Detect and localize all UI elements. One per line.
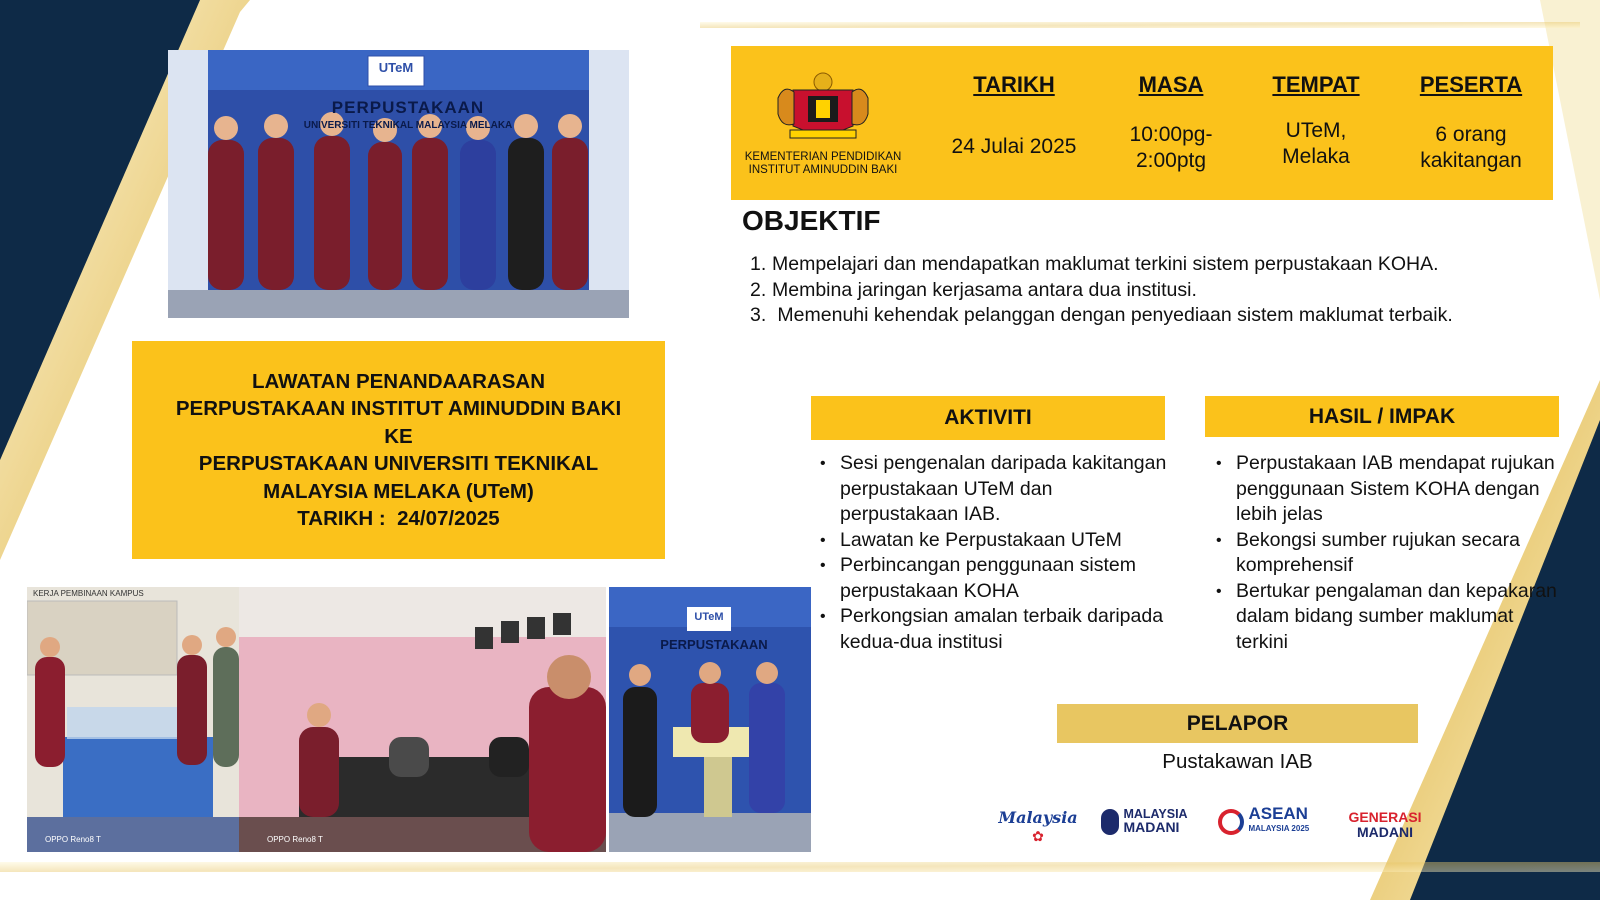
aktiviti-item: • Perkongsian amalan terbaik daripada kedua-dua institusi [812, 604, 1172, 655]
aktiviti-item: • Perbincangan penggunaan sistem perpustakaan KOHA [812, 553, 1172, 604]
info-tarikh [929, 72, 1099, 160]
title-line-2: PERPUSTAKAAN INSTITUT AMINUDDIN BAKI [175, 397, 622, 420]
info-tempat-head: TEMPAT [1272, 72, 1360, 97]
asean-logo [1218, 804, 1318, 835]
utem-badge: UTeM [378, 60, 414, 75]
hasil-list [1208, 451, 1568, 655]
title-line-5: MALAYSIA MELAKA (UTeM) [263, 479, 534, 503]
objektif-list [750, 252, 1550, 329]
asean-swirl-icon [1218, 809, 1244, 835]
info-peserta-line2: kakitangan [1420, 149, 1522, 172]
malaysia-madani-logo [1101, 808, 1197, 835]
board-label: KERJA PEMBINAAN KAMPUS [33, 589, 144, 598]
hasil-item: • Perpustakaan IAB mendapat rujukan penggunaan Sistem KOHA dengan lebih jelas [1208, 451, 1568, 528]
madani-text-2: MADANI [1123, 819, 1180, 835]
info-tarikh-head: TARIKH [973, 72, 1055, 97]
photo-sign-sub: UNIVERSITI TEKNIKAL MALAYSIA MELAKA [303, 120, 513, 131]
info-masa-line2: 2:00ptg [1135, 149, 1207, 172]
generasi-text-1: GENERASI [1348, 809, 1422, 825]
title-line-4: PERPUSTAKAAN UNIVERSITI TEKNIKAL [198, 452, 599, 475]
hibiscus-icon: ✿ [1032, 828, 1044, 844]
aktiviti-heading: AKTIVITI [811, 396, 1165, 440]
objektif-item [750, 252, 1550, 278]
aktiviti-item: • Sesi pengenalan daripada kakitangan perpustakaan UTeM dan perpustakaan IAB. [812, 451, 1172, 528]
visit-malaysia-text: Malaysia [998, 808, 1078, 827]
photo-signing [609, 587, 811, 852]
crest-label-ministry: KEMENTERIAN PENDIDIKAN [744, 151, 902, 163]
objektif-num: 2. [750, 278, 767, 301]
madani-text-1: MALAYSIA [1123, 807, 1188, 821]
aktiviti-list [812, 451, 1172, 655]
photo-meeting [239, 587, 606, 852]
info-masa [1101, 72, 1241, 174]
utem-badge: UTeM [694, 611, 724, 623]
pelapor-name: Pustakawan IAB [1162, 750, 1313, 773]
aktiviti-item: • Lawatan ke Perpustakaan UTeM [812, 528, 1172, 554]
objektif-num: 1. [750, 253, 767, 275]
info-tarikh-value [929, 134, 1099, 160]
info-tempat-line2: Melaka [1282, 145, 1350, 168]
hasil-item: • Bekongsi sumber rujukan secara komprehensif [1208, 528, 1568, 579]
objektif-num: 3. [750, 304, 767, 326]
asean-text-1: ASEAN [1248, 804, 1308, 823]
info-peserta [1391, 72, 1551, 174]
crest-label-institute: INSTITUT AMINUDDIN BAKI [748, 164, 898, 176]
photo-sign: PERPUSTAKAAN [331, 98, 485, 117]
objektif-text: Mempelajari dan mendapatkan maklumat terkini sistem perpustakaan KOHA. [772, 253, 1439, 275]
title-box [132, 341, 665, 559]
generasi-madani-logo [1337, 810, 1433, 840]
objektif-item [750, 278, 1550, 304]
info-tempat [1246, 72, 1386, 170]
crest-block [743, 68, 903, 177]
info-tempat-line1: UTeM, [1285, 119, 1347, 142]
asean-text-2: MALAYSIA 2025 [1248, 824, 1310, 833]
info-peserta-line1: 6 orang [1435, 123, 1507, 146]
camera-watermark: OPPO Reno8 T [267, 835, 323, 844]
photo-exhibit [27, 587, 239, 852]
hasil-item: • Bertukar pengalaman dan kepakaran dalam bidang sumber maklumat terkini [1208, 579, 1568, 656]
title-line-6: TARIKH : 24/07/2025 [297, 507, 500, 530]
pelapor-heading: PELAPOR [1057, 704, 1418, 743]
camera-watermark: OPPO Reno8 T [45, 835, 101, 844]
info-tarikh-line1: 24 Julai 2025 [951, 135, 1077, 158]
info-masa-value [1101, 122, 1241, 174]
objektif-item [750, 303, 1470, 329]
generasi-text-2: MADANI [1357, 824, 1413, 840]
title-line-3: KE [384, 424, 413, 448]
objektif-heading: OBJEKTIF [742, 205, 881, 236]
event-info-bar [731, 46, 1553, 200]
objektif-text: Memenuhi kehendak pelanggan dengan penyediaan sistem maklumat terbaik. [772, 304, 1453, 326]
photo-sign: PERPUSTAKAAN [660, 637, 768, 652]
madani-icon [1101, 809, 1119, 835]
hasil-heading: HASIL / IMPAK [1205, 396, 1559, 437]
group-photo [168, 50, 629, 318]
info-peserta-value [1391, 122, 1551, 174]
coat-of-arms-icon [768, 68, 878, 142]
info-masa-head: MASA [1138, 72, 1204, 97]
objektif-text: Membina jaringan kerjasama antara dua institusi. [772, 278, 1197, 301]
info-peserta-head: PESERTA [1419, 72, 1523, 97]
info-tempat-value [1246, 118, 1386, 170]
info-masa-line1: 10:00pg- [1129, 123, 1213, 146]
visit-malaysia-logo [996, 808, 1080, 846]
title-line-1: LAWATAN PENANDAARASAN [251, 369, 546, 393]
event-title [176, 368, 621, 533]
